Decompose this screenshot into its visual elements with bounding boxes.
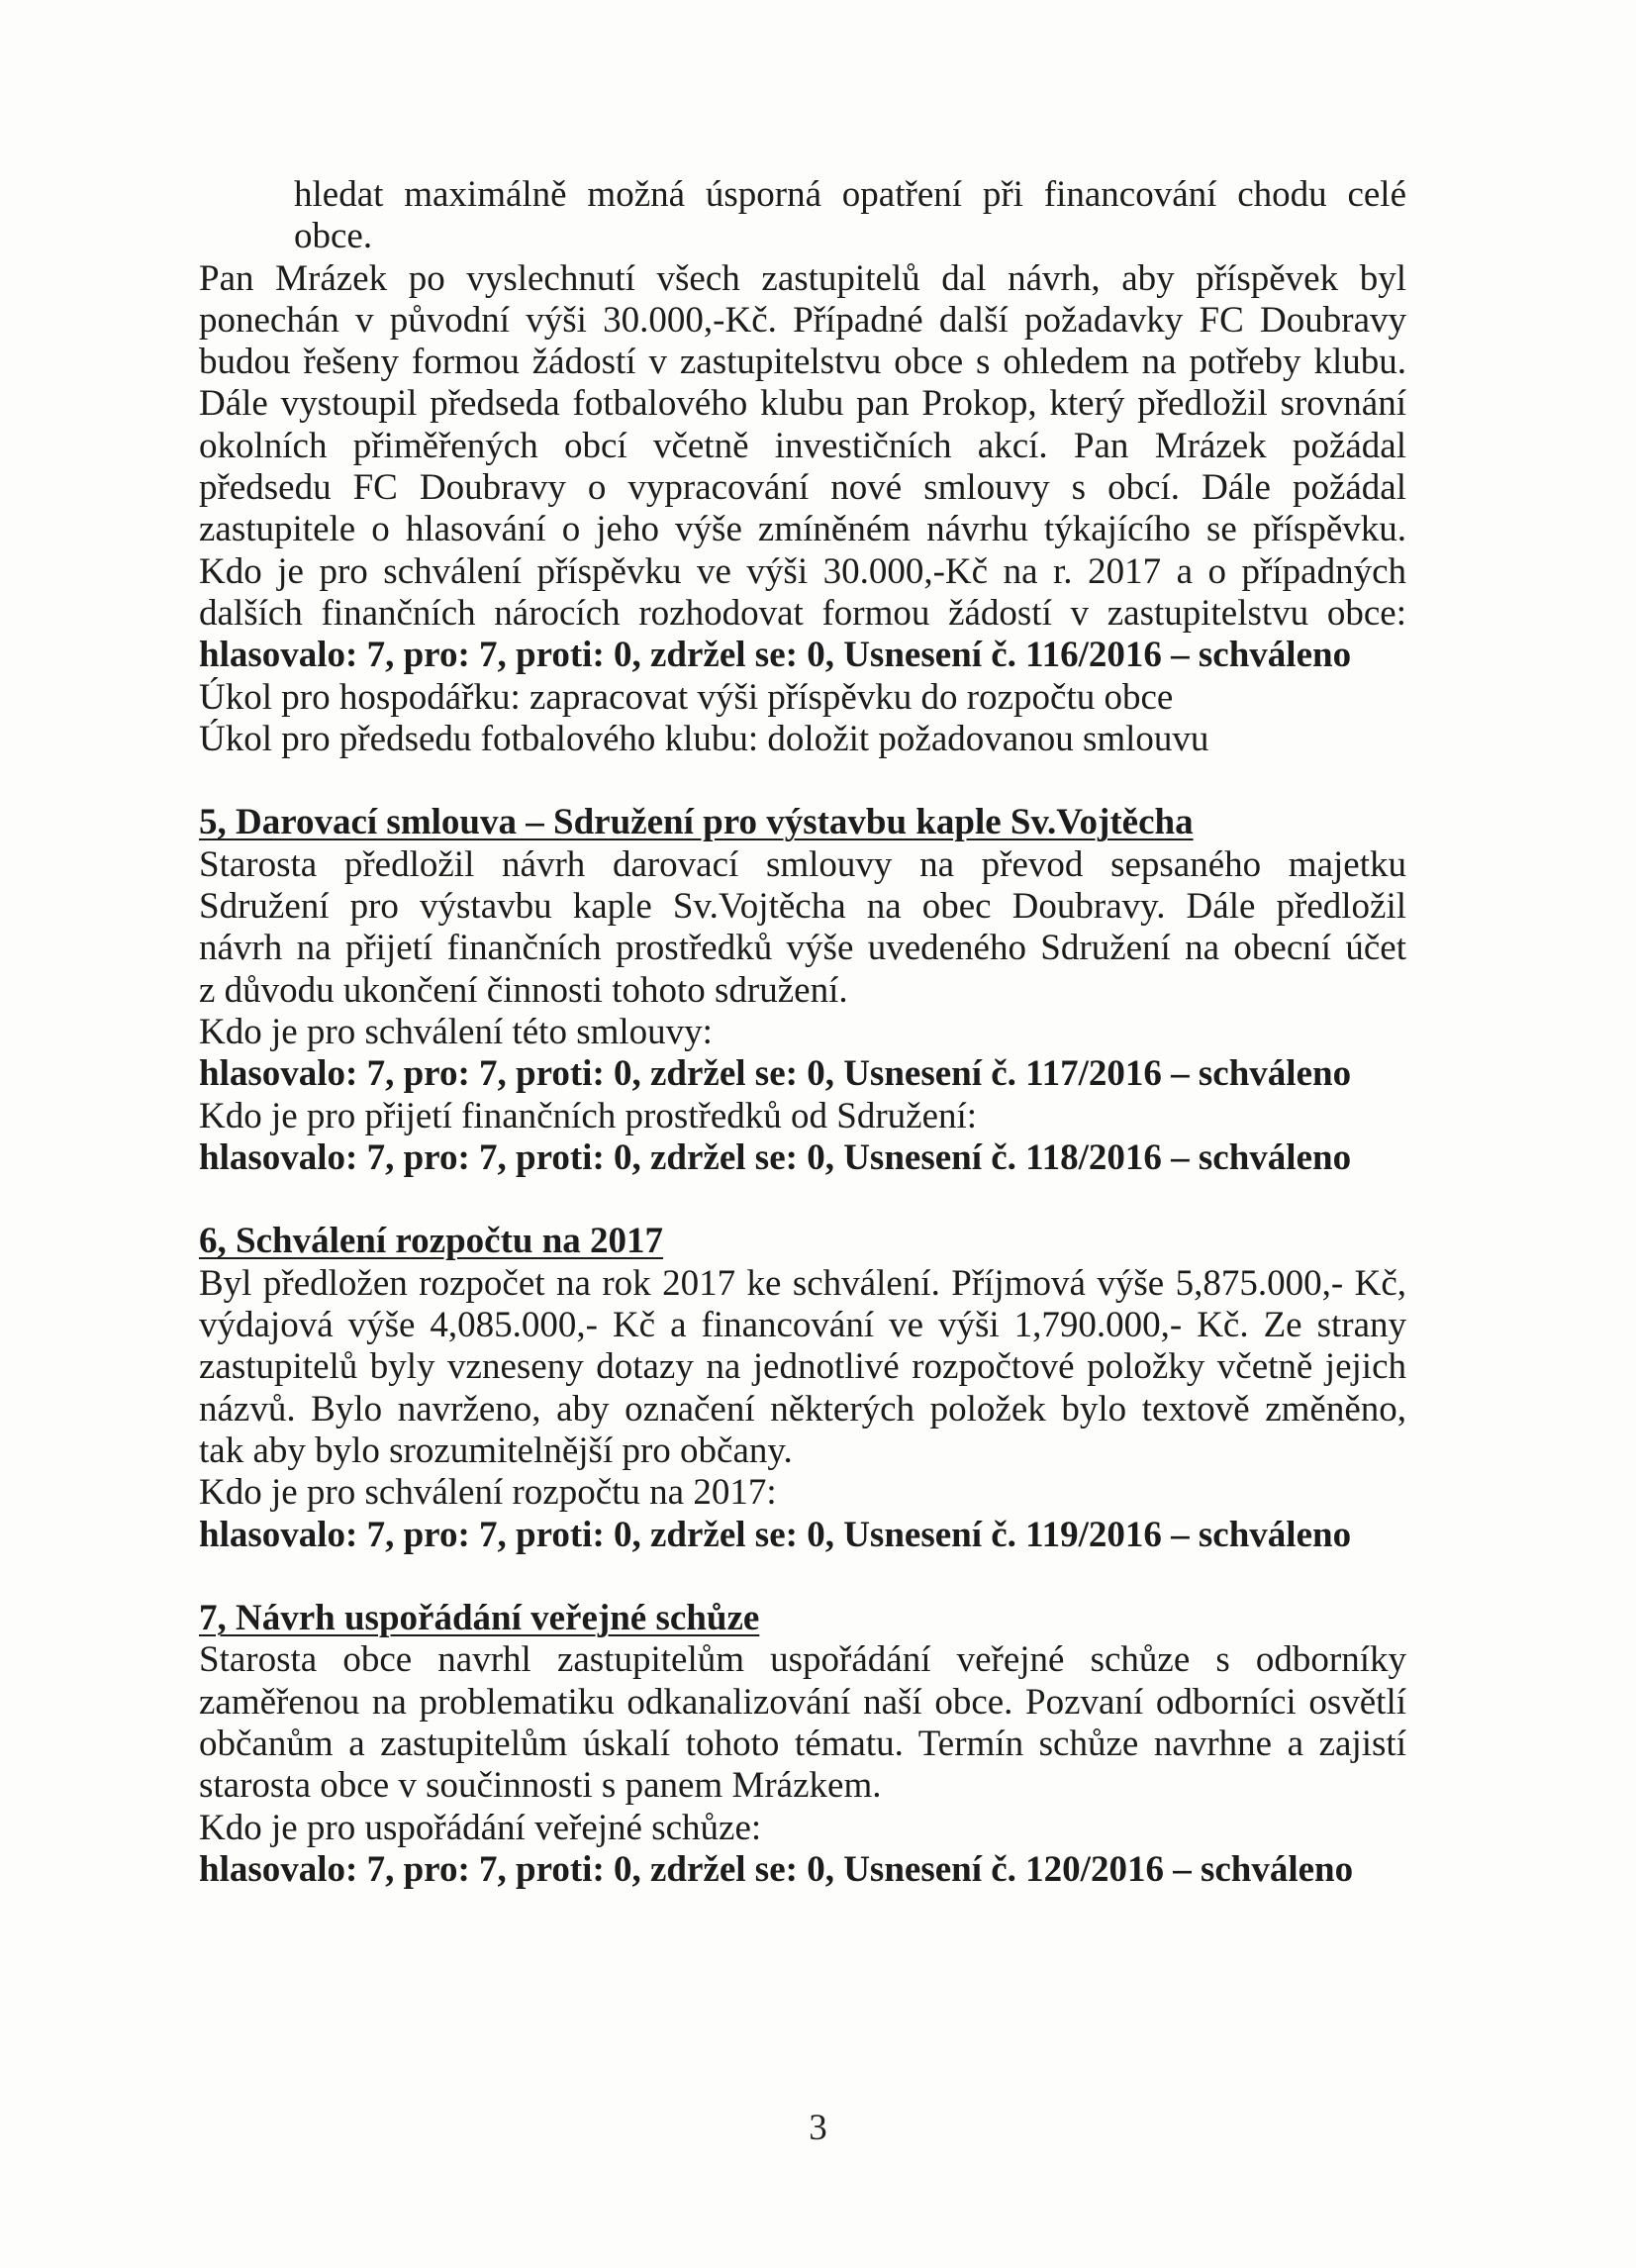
paragraph-line: starosta obce v součinnosti s panem Mrázkem. [199,1765,882,1807]
paragraph-line: zaměřenou na problematiku odkanalizování naší obce. Pozvaní odborníci osvětlí [199,1681,1406,1723]
paragraph-line: výdajová výše 4,085.000,- Kč a financování ve výši 1,790.000,- Kč. Ze strany [199,1305,1406,1346]
vote-result: hlasovalo: 7, pro: 7, proti: 0, zdržel se: 0, Usnesení č. 119/2016 – schváleno [199,1514,1352,1555]
document-body [199,174,1406,1891]
spacer [199,1556,1406,1598]
vote-question: Kdo je pro přijetí finančních prostředků od Sdružení: [199,1095,978,1136]
paragraph-line: budou řešeny formou žádostí v zastupitelstvu obce s ohledem na potřeby klubu. [199,342,1406,383]
paragraph-line: Starosta předložil návrh darovací smlouvy na převod sepsaného majetku [199,843,1406,885]
paragraph-line: z důvodu ukončení činnosti tohoto sdružení. [199,969,848,1011]
vote-result: hlasovalo: 7, pro: 7, proti: 0, zdržel se: 0, Usnesení č. 118/2016 – schváleno [199,1136,1352,1178]
spacer [199,1179,1406,1221]
paragraph-line: Kdo je pro schválení příspěvku ve výši 30.000,-Kč na r. 2017 a o případných [199,550,1406,592]
paragraph-line: dalších finančních nárocích rozhodovat formou žádostí v zastupitelstvu obce: [199,592,1406,634]
paragraph-line: zastupitelů byly vzneseny dotazy na jednotlivé rozpočtové položky včetně jejich [199,1346,1406,1388]
intro-line: hledat maximálně možná úsporná opatření při financování chodu celé [294,174,1406,215]
vote-result: hlasovalo: 7, pro: 7, proti: 0, zdržel se: 0, Usnesení č. 120/2016 – schváleno [199,1848,1354,1890]
paragraph-line: Pan Mrázek po vyslechnutí všech zastupitelů dal návrh, aby příspěvek byl [199,257,1406,299]
paragraph-line: okolních přiměřených obcí včetně investičních akcí. Pan Mrázek požádal [199,425,1406,466]
intro-line: obce. [294,216,373,257]
page-number: 3 [809,2108,827,2148]
vote-question: Kdo je pro schválení této smlouvy: [199,1011,713,1052]
paragraph-line: názvů. Bylo navrženo, aby označení některých položek bylo textově změněno, [199,1388,1406,1430]
section-heading-6: 6, Schválení rozpočtu na 2017 [199,1221,664,1262]
paragraph-line: Byl předložen rozpočet na rok 2017 ke schválení. Příjmová výše 5,875.000,- Kč, [199,1262,1406,1304]
spacer [199,760,1406,802]
vote-question: Kdo je pro uspořádání veřejné schůze: [199,1807,762,1848]
paragraph-line: občanům a zastupitelům úskalí tohoto tématu. Termín schůze navrhne a zajistí [199,1723,1406,1764]
vote-question: Kdo je pro schválení rozpočtu na 2017: [199,1472,777,1514]
paragraph-line: Starosta obce navrhl zastupitelům uspořádání veřejné schůze s odborníky [199,1639,1406,1681]
task-line: Úkol pro předsedu fotbalového klubu: doložit požadovanou smlouvu [199,718,1209,759]
paragraph-line: tak aby bylo srozumitelnější pro občany. [199,1430,793,1471]
paragraph-line: zastupitele o hlasování o jeho výše zmíněném návrhu týkajícího se příspěvku. [199,509,1406,550]
vote-result: hlasovalo: 7, pro: 7, proti: 0, zdržel se: 0, Usnesení č. 116/2016 – schváleno [199,635,1352,676]
vote-result: hlasovalo: 7, pro: 7, proti: 0, zdržel se: 0, Usnesení č. 117/2016 – schváleno [199,1053,1352,1095]
paragraph-line: ponechán v původní výši 30.000,-Kč. Případné další požadavky FC Doubravy [199,299,1406,341]
paragraph-line: návrh na přijetí finančních prostředků výše uvedeného Sdružení na obecní účet [199,928,1406,969]
paragraph-line: předsedu FC Doubravy o vypracování nové smlouvy s obcí. Dále požádal [199,467,1406,509]
paragraph-line: Sdružení pro výstavbu kaple Sv.Vojtěcha na obec Doubravy. Dále předložil [199,886,1406,928]
section-heading-7: 7, Návrh uspořádání veřejné schůze [199,1598,760,1639]
paragraph-line: Dále vystoupil předseda fotbalového klubu pan Prokop, který předložil srovnání [199,383,1406,425]
section-heading-5: 5, Darovací smlouva – Sdružení pro výstavbu kaple Sv.Vojtěcha [199,802,1194,843]
task-line: Úkol pro hospodářku: zapracovat výši příspěvku do rozpočtu obce [199,676,1174,718]
